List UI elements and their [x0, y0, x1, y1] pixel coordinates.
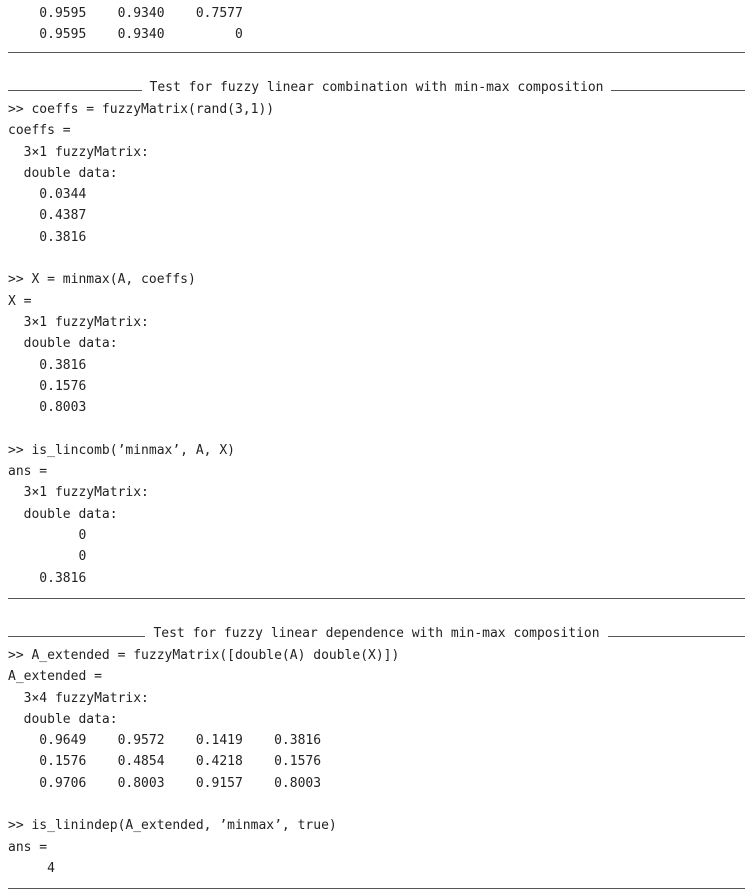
- title-rule-left: [8, 636, 145, 637]
- lincomb-session: [8, 99, 745, 589]
- command-line: >> is_linindep(A_extended, ’minmax’, true): [8, 818, 337, 834]
- output-line: 0.9595 0.9340 0.7577: [8, 6, 243, 21]
- output-line: 0.1576: [8, 378, 87, 394]
- output-line: double data:: [8, 165, 118, 181]
- output-line: double data:: [8, 506, 118, 522]
- output-line: [8, 248, 745, 269]
- output-line: coeffs =: [8, 123, 71, 139]
- output-line: 0.3816: [8, 357, 87, 373]
- output-line: ans =: [8, 464, 48, 480]
- output-line: 0.0344: [8, 187, 87, 203]
- output-line: 3×1 fuzzyMatrix:: [8, 314, 149, 330]
- title-rule-right: [608, 636, 745, 637]
- section-title-lincomb: [8, 77, 745, 98]
- top-output-block: [8, 3, 745, 46]
- output-line: 0.3816: [8, 570, 87, 586]
- output-line: 0.9595 0.9340 0: [8, 27, 243, 43]
- section-title-text: Test for fuzzy linear dependence with min-max composition: [153, 626, 600, 641]
- output-line: 0.1576 0.4854 0.4218 0.1576: [8, 754, 322, 770]
- output-line: 3×1 fuzzyMatrix:: [8, 485, 149, 501]
- lindep-session: [8, 645, 745, 879]
- section-title-text: Test for fuzzy linear combination with min-max composition: [149, 80, 604, 95]
- output-line: 0: [8, 527, 87, 543]
- output-line: [8, 418, 745, 439]
- output-line: 0.9706 0.8003 0.9157 0.8003: [8, 775, 322, 791]
- output-line: 0.4387: [8, 208, 87, 224]
- title-rule-left: [8, 90, 142, 91]
- section-title-lindep: [8, 623, 745, 644]
- divider: [8, 598, 745, 599]
- output-line: 4: [8, 860, 55, 876]
- output-line: 3×1 fuzzyMatrix:: [8, 144, 149, 160]
- output-line: 0.3816: [8, 229, 87, 245]
- output-line: [8, 794, 745, 815]
- divider: [8, 52, 745, 53]
- output-line: 0.9649 0.9572 0.1419 0.3816: [8, 733, 322, 749]
- title-rule-right: [611, 90, 745, 91]
- output-line: ans =: [8, 839, 48, 855]
- output-line: 3×4 fuzzyMatrix:: [8, 690, 149, 706]
- divider: [8, 888, 745, 889]
- command-line: >> coeffs = fuzzyMatrix(rand(3,1)): [8, 102, 275, 117]
- output-line: double data:: [8, 336, 118, 352]
- command-line: >> X = minmax(A, coeffs): [8, 272, 196, 288]
- output-line: double data:: [8, 711, 118, 727]
- command-line: >> A_extended = fuzzyMatrix([double(A) double(X)]): [8, 648, 400, 663]
- command-line: >> is_lincomb(’minmax’, A, X): [8, 442, 235, 458]
- output-line: 0.8003: [8, 400, 87, 416]
- output-line: 0: [8, 549, 87, 565]
- output-line: X =: [8, 293, 32, 309]
- output-line: A_extended =: [8, 669, 102, 685]
